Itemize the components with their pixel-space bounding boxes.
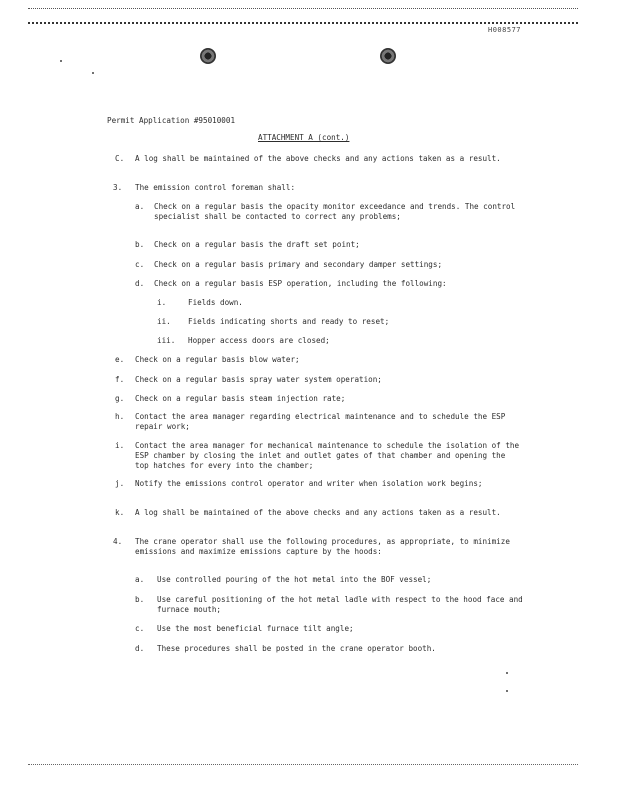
item-text: Notify the emissions control operator and writer when isolation work begins; xyxy=(135,479,483,488)
seal-right-icon xyxy=(380,48,396,64)
scan-footer-line xyxy=(28,764,578,765)
item-text: Check on a regular basis steam injection rate; xyxy=(135,394,346,403)
item-text: Use controlled pouring of the hot metal into the BOF vessel; xyxy=(157,575,432,584)
item-label: i. xyxy=(157,298,167,307)
item-text: A log shall be maintained of the above checks and any actions taken as a result. xyxy=(135,508,501,517)
scan-speck xyxy=(92,72,94,74)
bates-number: H008577 xyxy=(488,26,522,34)
item-text: The emission control foreman shall: xyxy=(135,183,296,192)
item-text: Use careful positioning of the hot metal ladle with respect to the hood face and furnace mouth; xyxy=(157,595,523,614)
item-label: a. xyxy=(135,575,145,584)
item-text: Check on a regular basis the draft set point; xyxy=(154,240,360,249)
item-text: Check on a regular basis ESP operation, including the following: xyxy=(154,279,447,288)
item-label: a. xyxy=(135,202,145,211)
item-text: Fields indicating shorts and ready to reset; xyxy=(188,317,390,326)
item-label: k. xyxy=(115,508,125,517)
item-text: Contact the area manager regarding electrical maintenance and to schedule the ESP repair work; xyxy=(135,412,506,431)
scan-header-line-2 xyxy=(28,22,578,24)
scan-speck xyxy=(506,690,508,692)
item-label: d. xyxy=(135,644,145,653)
item-label: 3. xyxy=(113,183,123,192)
item-label: d. xyxy=(135,279,145,288)
item-text: Check on a regular basis primary and secondary damper settings; xyxy=(154,260,443,269)
item-text: Hopper access doors are closed; xyxy=(188,336,330,345)
item-label: b. xyxy=(135,240,145,249)
item-text: The crane operator shall use the following procedures, as appropriate, to minimize emissions and maximize emissions capture by the hoods: xyxy=(135,537,510,556)
item-text: Check on a regular basis blow water; xyxy=(135,355,300,364)
scan-speck xyxy=(506,672,508,674)
scan-header-line xyxy=(28,8,578,9)
item-text: Check on a regular basis spray water system operation; xyxy=(135,375,382,384)
item-label: e. xyxy=(115,355,125,364)
item-label: c. xyxy=(135,624,145,633)
item-label: j. xyxy=(115,479,125,488)
item-text: Fields down. xyxy=(188,298,243,307)
item-text: Contact the area manager for mechanical maintenance to schedule the isolation of the ESP chamber by closing the inlet and outlet gates of that chamber and opening the top hatches for every into the chamber; xyxy=(135,441,520,470)
scan-speck xyxy=(60,60,62,62)
permit-application-line: Permit Application #95010001 xyxy=(107,116,236,125)
attachment-title: ATTACHMENT A (cont.) xyxy=(258,133,350,142)
item-label: 4. xyxy=(113,537,123,546)
item-label: f. xyxy=(115,375,125,384)
item-label: g. xyxy=(115,394,125,403)
item-text: Use the most beneficial furnace tilt angle; xyxy=(157,624,354,633)
item-text: Check on a regular basis the opacity monitor exceedance and trends. The control specialist shall be contacted to correct any problems; xyxy=(154,202,516,221)
item-text: A log shall be maintained of the above checks and any actions taken as a result. xyxy=(135,154,501,163)
item-label: ii. xyxy=(157,317,171,326)
seal-left-icon xyxy=(200,48,216,64)
item-label: i. xyxy=(115,441,125,450)
item-label: C. xyxy=(115,154,125,163)
item-text: These procedures shall be posted in the crane operator booth. xyxy=(157,644,436,653)
item-label: iii. xyxy=(157,336,176,345)
item-label: c. xyxy=(135,260,145,269)
item-label: h. xyxy=(115,412,125,421)
item-label: b. xyxy=(135,595,145,604)
